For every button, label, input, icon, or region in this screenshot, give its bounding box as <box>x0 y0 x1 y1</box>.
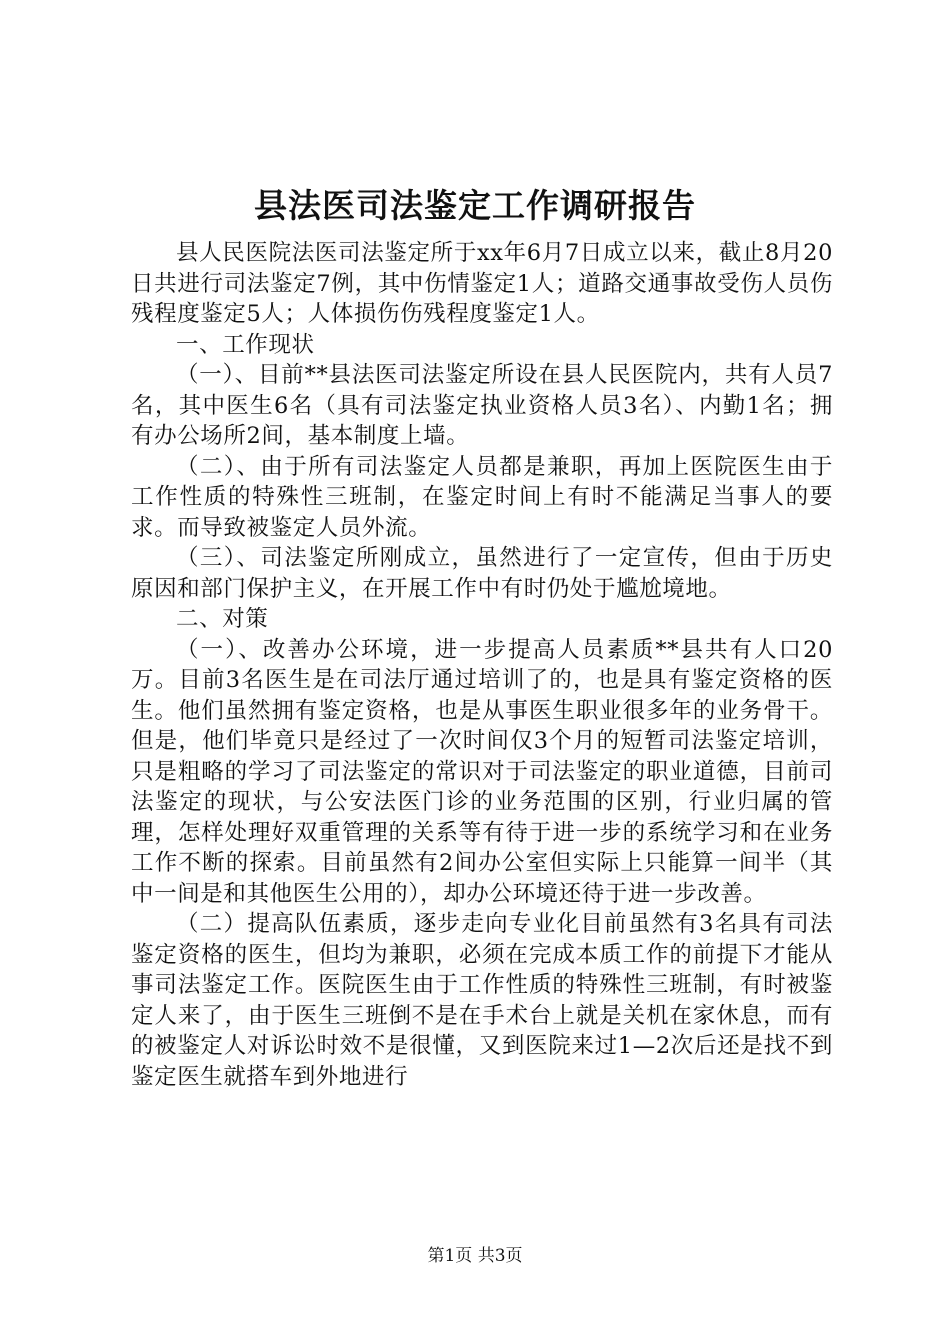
status-paragraph-3: （三）、司法鉴定所刚成立，虽然进行了一定宣传，但由于历史原因和部门保护主义，在开展工作中有时仍处于尴尬境地。 <box>131 545 833 602</box>
page-footer: 第1页 共3页 <box>427 1246 523 1266</box>
countermeasure-paragraph-2: （二）提高队伍素质，逐步走向专业化目前虽然有3名具有司法鉴定资格的医生，但均为兼职，必须在完成本质工作的前提下才能从事司法鉴定工作。医院医生由于工作性质的特殊性三班制，有时被鉴定人来了，由于医生三班倒不是在手术台上就是关机在家休息，而有的被鉴定人对诉讼时效不是很懂，又到医院来过1—2次后还是找不到鉴定医生就搭车到外地进行 <box>131 911 833 1090</box>
intro-paragraph: 县人民医院法医司法鉴定所于xx年6月7日成立以来，截止8月20日共进行司法鉴定7例，其中伤情鉴定1人；道路交通事故受伤人员伤残程度鉴定5人；人体损伤伤残程度鉴定1人。 <box>131 240 833 327</box>
document-title: 县法医司法鉴定工作调研报告 <box>254 186 696 225</box>
section-heading-countermeasures: 二、对策 <box>176 606 269 632</box>
document-body <box>131 238 833 1092</box>
status-paragraph-2: （二）、由于所有司法鉴定人员都是兼职，再加上医院医生由于工作性质的特殊性三班制，在鉴定时间上有时不能满足当事人的要求。而导致被鉴定人员外流。 <box>131 453 833 541</box>
status-paragraph-1: （一）、目前**县法医司法鉴定所设在县人民医院内，共有人员7名，其中医生6名（具有司法鉴定执业资格人员3名）、内勤1名；拥有办公场所2间，基本制度上墙。 <box>131 362 833 449</box>
countermeasure-paragraph-1: （一）、改善办公环境，进一步提高人员素质**县共有人口20万。目前3名医生是在司法厅通过培训了的，也是具有鉴定资格的医生。他们虽然拥有鉴定资格，也是从事医生职业很多年的业务骨干。但是，他们毕竟只是经过了一次时间仅3个月的短暂司法鉴定培训，只是粗略的学习了司法鉴定的常识对于司法鉴定的职业道德，目前司法鉴定的现状，与公安法医门诊的业务范围的区别，行业归属的管理，怎样处理好双重管理的关系等有待于进一步的系统学习和在业务工作不断的探索。目前虽然有2间办公室但实际上只能算一间半（其中一间是和其他医生公用的），却办公环境还待于进一步改善。 <box>131 636 833 907</box>
section-heading-current-status: 一、工作现状 <box>176 331 315 358</box>
